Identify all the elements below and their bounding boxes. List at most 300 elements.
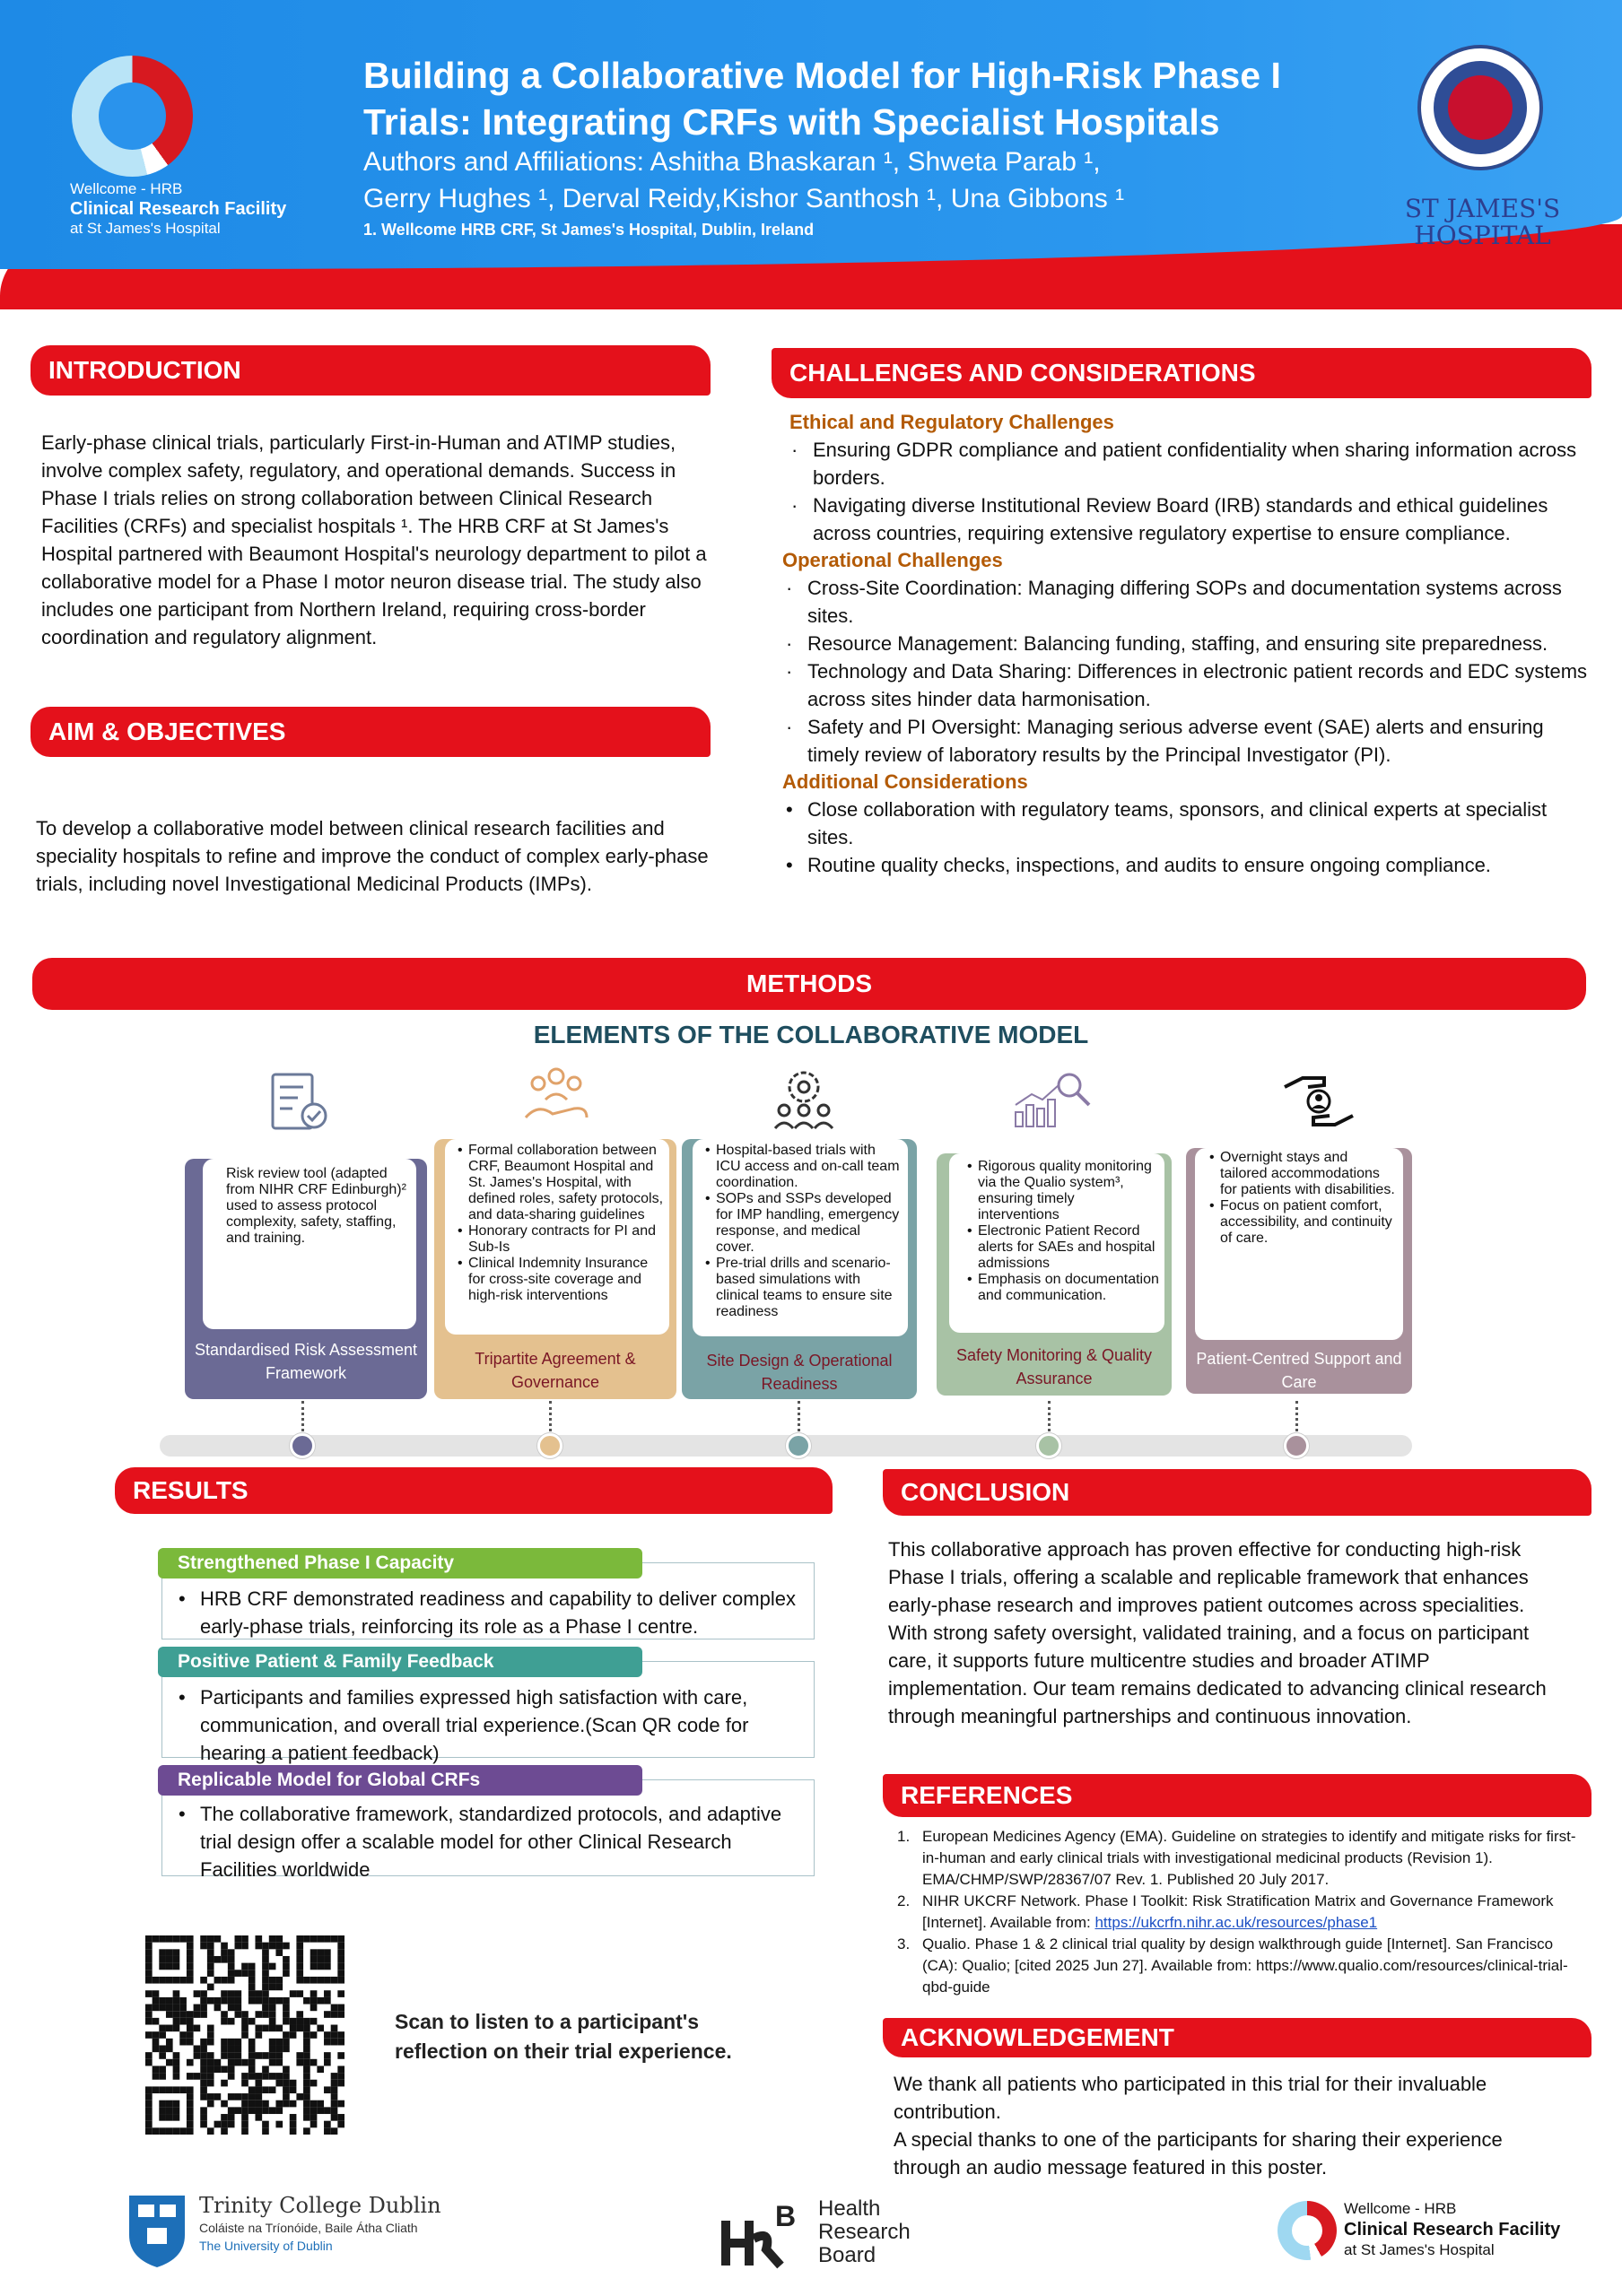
qr-module [337,1943,344,1950]
result-list [162,1780,814,1883]
result-pill-capacity [158,1548,642,1578]
qr-module [153,2039,160,2046]
qr-module [262,2005,269,2012]
qr-module [262,1963,269,1970]
card-content [1195,1148,1403,1340]
timeline-connector [301,1401,304,1437]
qr-module [337,2080,344,2087]
qr-module [275,1935,283,1943]
qr-module [179,2018,187,2025]
qr-module [207,1970,214,1977]
qr-module [262,1990,269,1997]
qr-module [241,1935,249,1943]
qr-module [255,1935,262,1943]
qr-module [324,1949,331,1956]
result-list [162,1662,814,1767]
list-item: • Emphasis on documentation and communication. [967,1272,1159,1304]
qr-module [145,2121,153,2128]
crf-footer-line-3: at St James's Hospital [1344,2241,1495,2258]
qr-module [303,2045,310,2052]
qr-module [145,2018,153,2025]
qr-module [166,1977,173,1984]
qr-module [214,2121,222,2128]
qr-module [214,1977,222,1984]
qr-module [296,2052,303,2059]
acknowledgement-body [894,2070,1566,2181]
method-card-site [682,1139,917,1399]
qr-module [255,2052,262,2059]
qr-module [200,1990,207,1997]
qr-module [207,1956,214,1963]
qr-module [187,1949,194,1956]
qr-module [269,2059,276,2066]
qr-module [207,2039,214,2046]
clipboard-checklist-icon [266,1069,334,1137]
qr-module [324,2107,331,2114]
qr-module [187,2025,194,2032]
qr-module [337,1935,344,1943]
aim-heading-text: AIM & OBJECTIVES [48,718,286,745]
qr-module [235,2093,242,2100]
reference-link[interactable]: https://ukcrfn.nihr.ac.uk/resources/phase1 [1094,1914,1378,1931]
method-card-governance [434,1139,676,1399]
crf-footer-logo-text [1344,2199,1560,2260]
qr-module [324,1956,331,1963]
qr-module [262,1943,269,1950]
tcd-logo-text [199,2192,441,2255]
qr-module [317,2107,324,2114]
qr-module [269,2045,276,2052]
qr-module [159,2045,166,2052]
st-james-name [1400,196,1565,249]
qr-module [269,2025,276,2032]
qr-module [310,2059,318,2066]
qr-module [310,2005,318,2012]
timeline-connector [549,1401,552,1437]
qr-module [337,1970,344,1977]
ethical-list [782,436,1590,547]
qr-module [337,1977,344,1984]
qr-module [303,2093,310,2100]
qr-module [303,2073,310,2080]
qr-module [166,2039,173,2046]
qr-module [153,2066,160,2073]
qr-module [310,1977,318,1984]
qr-module [331,2086,338,2093]
qr-module [228,2093,235,2100]
qr-module [262,2073,269,2080]
qr-module [194,1990,201,1997]
operational-list [782,574,1590,769]
qr-caption: Scan to listen to a participant's reflection on their trial experience. [395,2010,732,2063]
qr-module [187,1935,194,1943]
qr-module [337,2039,344,2046]
qr-module [145,2107,153,2114]
qr-module [207,2080,214,2087]
authors-line-2: Gerry Hughes ¹, Derval Reidy,Kishor Santhosh ¹, Una Gibbons ¹ [363,184,1125,213]
qr-module [200,1943,207,1950]
qr-module [303,2080,310,2087]
qr-module [317,1935,324,1943]
qr-module [249,1977,256,1984]
qr-module [221,2018,228,2025]
qr-module [235,1943,242,1950]
ack-paragraph: A special thanks to one of the participants for sharing their experience through an audio message featured in this poster. [894,2128,1503,2179]
qr-module [275,2059,283,2066]
qr-module [275,2073,283,2080]
qr-module [153,2127,160,2135]
challenges-heading-text: CHALLENGES AND CONSIDERATIONS [789,359,1256,387]
qr-module [290,2127,297,2135]
list-item: • Close collaboration with regulatory teams, sponsors, and clinical experts at specialist sites. [782,796,1590,851]
qr-module [317,1997,324,2005]
qr-module [303,2127,310,2135]
qr-module [241,2018,249,2025]
qr-module [200,2005,207,2012]
qr-module [262,2025,269,2032]
qr-module [159,1935,166,1943]
qr-module [145,2086,153,2093]
crf-footer-line-2: Clinical Research Facility [1344,2220,1561,2239]
qr-module [145,1956,153,1963]
qr-module [207,2025,214,2032]
qr-module [221,1943,228,1950]
list-item: • Formal collaboration between CRF, Beaumont Hospital and St. James's Hospital, with defined roles, safety protocols, and data-sharing guidelines [458,1143,664,1223]
qr-module [249,2052,256,2059]
qr-module [173,2107,180,2114]
qr-module [214,2093,222,2100]
qr-module [283,1956,290,1963]
qr-module [241,2093,249,2100]
qr-module [221,2052,228,2059]
qr-module [255,2025,262,2032]
qr-module [249,1984,256,1991]
caring-hands-icon [1276,1067,1362,1135]
qr-module [159,2052,166,2059]
qr-module [262,2100,269,2108]
qr-module [262,1977,269,1984]
qr-module [310,1997,318,2005]
qr-module [296,2059,303,2066]
qr-module [153,2086,160,2093]
qr-module [283,2066,290,2073]
qr-module [249,2066,256,2073]
qr-module [221,2127,228,2135]
qr-module [153,2045,160,2052]
qr-module [207,2031,214,2039]
qr-module [159,2107,166,2114]
qr-module [166,1935,173,1943]
qr-code-icon[interactable] [142,1935,348,2135]
qr-module [187,2114,194,2121]
qr-module [296,1963,303,1970]
qr-module [194,2025,201,2032]
qr-module [303,2052,310,2059]
qr-module [228,2066,235,2073]
qr-module [331,2093,338,2100]
crf-logo-text [70,179,286,239]
qr-module [331,2080,338,2087]
qr-module [145,2052,153,2059]
title-line-1: Building a Collaborative Model for High-Risk Phase I [363,55,1281,96]
card-content [693,1139,908,1336]
qr-module [269,1943,276,1950]
qr-module [153,1990,160,1997]
card-content [203,1159,416,1329]
result-title: Strengthened Phase I Capacity [178,1552,455,1573]
qr-module [269,1984,276,1991]
card-list [705,1143,903,1320]
qr-module [159,1956,166,1963]
method-card-patient [1186,1148,1412,1394]
qr-module [145,1949,153,1956]
qr-module [173,2005,180,2012]
qr-module [331,2025,338,2032]
qr-module [290,2080,297,2087]
gear-team-icon [770,1065,838,1134]
qr-module [337,2121,344,2128]
qr-module [262,2107,269,2114]
qr-module [255,2107,262,2114]
qr-module [275,1984,283,1991]
card-text: Risk review tool (adapted from NIHR CRF Edinburgh)² used to assess protocol complexity, safety, staffing, and training. [226,1166,406,1246]
result-pill-feedback [158,1647,642,1677]
reference-text: NIHR UKCRF Network. Phase I Toolkit: Risk Stratification Matrix and Governance Framework [Internet]. Available from: [922,1892,1554,1931]
qr-module [207,2066,214,2073]
qr-module [194,2011,201,2018]
list-item: • Overnight stays and tailored accommodations for patients with disabilities. [1209,1150,1398,1198]
qr-module [337,2114,344,2121]
qr-module [303,1977,310,1984]
qr-module [269,2039,276,2046]
qr-module [221,2039,228,2046]
qr-module [262,2066,269,2073]
list-item: • Hospital-based trials with ICU access and on-call team coordination. [705,1143,903,1191]
hrb-line-2: Research [818,2220,911,2244]
additional-title: Additional Considerations [782,770,1028,793]
list-item: · Navigating diverse Institutional Review Board (IRB) standards and ethical guidelines across countries, requiring extensive regulatory expertise to ensure compliance. [788,491,1590,547]
qr-module [200,1977,207,1984]
qr-module [207,1949,214,1956]
qr-module [296,1977,303,1984]
qr-module [324,1977,331,1984]
qr-module [303,2018,310,2025]
references-list [897,1826,1579,1998]
qr-module [275,1997,283,2005]
ethical-title: Ethical and Regulatory Challenges [789,411,1114,433]
title-line-2: Trials: Integrating CRFs with Specialist Hospitals [363,101,1220,143]
qr-module [214,2059,222,2066]
qr-module [283,1997,290,2005]
qr-module [249,1963,256,1970]
qr-module [187,1943,194,1950]
qr-module [194,2045,201,2052]
qr-module [228,2107,235,2114]
card-caption: Tripartite Agreement & Governance [475,1350,636,1391]
qr-module [331,2011,338,2018]
qr-module [187,2073,194,2080]
qr-module [275,2025,283,2032]
qr-module [187,1956,194,1963]
qr-module [283,2100,290,2108]
qr-module [241,2025,249,2032]
qr-module [324,2031,331,2039]
qr-module [255,1990,262,1997]
qr-module [200,2093,207,2100]
qr-module [241,2100,249,2108]
timeline-dot [290,1433,315,1458]
st-james-seal-icon [1417,45,1543,170]
qr-module [255,1943,262,1950]
qr-module [179,2086,187,2093]
qr-module [159,2073,166,2080]
qr-module [255,2086,262,2093]
qr-module [290,1990,297,1997]
card-list [1209,1150,1398,1247]
tcd-line-3: The University of Dublin [199,2239,333,2253]
qr-module [228,2073,235,2080]
timeline-connector [1048,1401,1051,1437]
qr-module [249,2073,256,2080]
qr-module [269,1997,276,2005]
qr-module [166,2005,173,2012]
sj-line-1: ST JAMES'S [1404,194,1561,223]
qr-module [200,1997,207,2005]
qr-module [207,1984,214,1991]
qr-module [187,2011,194,2018]
qr-module [194,2005,201,2012]
results-heading [115,1467,833,1514]
qr-module [235,2059,242,2066]
method-card-safety [937,1153,1172,1396]
qr-module [228,2018,235,2025]
qr-module [249,2086,256,2093]
qr-module [303,2031,310,2039]
qr-module [290,2121,297,2128]
conclusion-heading-text: CONCLUSION [901,1478,1070,1506]
authors [363,144,1368,217]
qr-module [296,2093,303,2100]
card-caption: Standardised Risk Assessment Framework [194,1341,418,1382]
qr-module [303,1997,310,2005]
operational-title: Operational Challenges [782,549,1003,571]
qr-module [303,2025,310,2032]
qr-module [303,2114,310,2121]
qr-module [235,2011,242,2018]
qr-module [324,1990,331,1997]
qr-module [310,2031,318,2039]
qr-module [262,1997,269,2005]
qr-module [207,1963,214,1970]
qr-module [241,2080,249,2087]
qr-module [337,1956,344,1963]
qr-module [275,2121,283,2128]
acknowledgement-heading-text: ACKNOWLEDGEMENT [901,2023,1174,2051]
qr-module [331,2127,338,2135]
qr-module [337,2031,344,2039]
qr-module [173,2066,180,2073]
qr-module [269,1963,276,1970]
qr-module [200,2039,207,2046]
qr-module [159,1977,166,1984]
qr-module [166,2045,173,2052]
qr-module [303,2107,310,2114]
methods-subtitle: ELEMENTS OF THE COLLABORATIVE MODEL [533,1021,1089,1048]
challenges-heading [772,348,1591,398]
qr-module [207,1997,214,2005]
methods-heading-text: METHODS [746,970,872,997]
timeline-dot [1036,1433,1061,1458]
qr-module [235,1997,242,2005]
qr-module [194,2073,201,2080]
qr-module [310,2114,318,2121]
qr-module [187,2121,194,2128]
qr-module [283,2073,290,2080]
qr-module [200,2073,207,2080]
qr-module [337,2005,344,2012]
qr-module [159,2025,166,2032]
qr-module [249,2107,256,2114]
results-heading-text: RESULTS [133,1476,249,1504]
qr-module [290,2086,297,2093]
qr-module [303,1935,310,1943]
qr-module [207,1935,214,1943]
qr-module [179,2039,187,2046]
qr-module [296,1943,303,1950]
qr-module [228,1997,235,2005]
qr-module [159,1949,166,1956]
methods-heading [32,958,1586,1010]
reference-item: 1. European Medicines Agency (EMA). Guideline on strategies to identify and mitigate risks for first-in-human and early clinical trials with investigational medicinal products (Revision 1). EMA/CHMP/SWP/28367/07 Rev. 1. Published 20 July 2017. [897,1828,1576,1888]
qr-module [331,2100,338,2108]
qr-module [200,2086,207,2093]
qr-module [303,2086,310,2093]
authors-line-1: Authors and Affiliations: Ashitha Bhaskaran ¹, Shweta Parab ¹, [363,147,1101,177]
qr-module [228,1949,235,1956]
qr-module [310,2121,318,2128]
qr-module [337,2011,344,2018]
qr-module [187,2107,194,2114]
qr-module [283,2093,290,2100]
list-item: • Rigorous quality monitoring via the Qualio system³, ensuring timely interventions [967,1159,1159,1223]
qr-module [241,2011,249,2018]
qr-module [214,1935,222,1943]
qr-module [179,2127,187,2135]
qr-module [241,2059,249,2066]
qr-module [337,2100,344,2108]
list-item: · Safety and PI Oversight: Managing serious adverse event (SAE) alerts and ensuring timely review of laboratory results by the Principal Investigator (PI). [782,713,1590,769]
qr-module [317,2025,324,2032]
qr-module [173,1997,180,2005]
qr-module [207,2100,214,2108]
qr-module [303,2100,310,2108]
qr-module [283,2031,290,2039]
qr-module [269,2107,276,2114]
qr-module [324,1963,331,1970]
qr-module [317,1977,324,1984]
qr-module [173,2052,180,2059]
qr-module [228,1990,235,1997]
qr-module [275,2107,283,2114]
hrb-logo-icon [718,2199,816,2271]
timeline-dot [786,1433,811,1458]
qr-module [200,2066,207,2073]
qr-module [296,1990,303,1997]
qr-module [228,2039,235,2046]
qr-module [283,2005,290,2012]
qr-module [214,2005,222,2012]
qr-module [269,2011,276,2018]
